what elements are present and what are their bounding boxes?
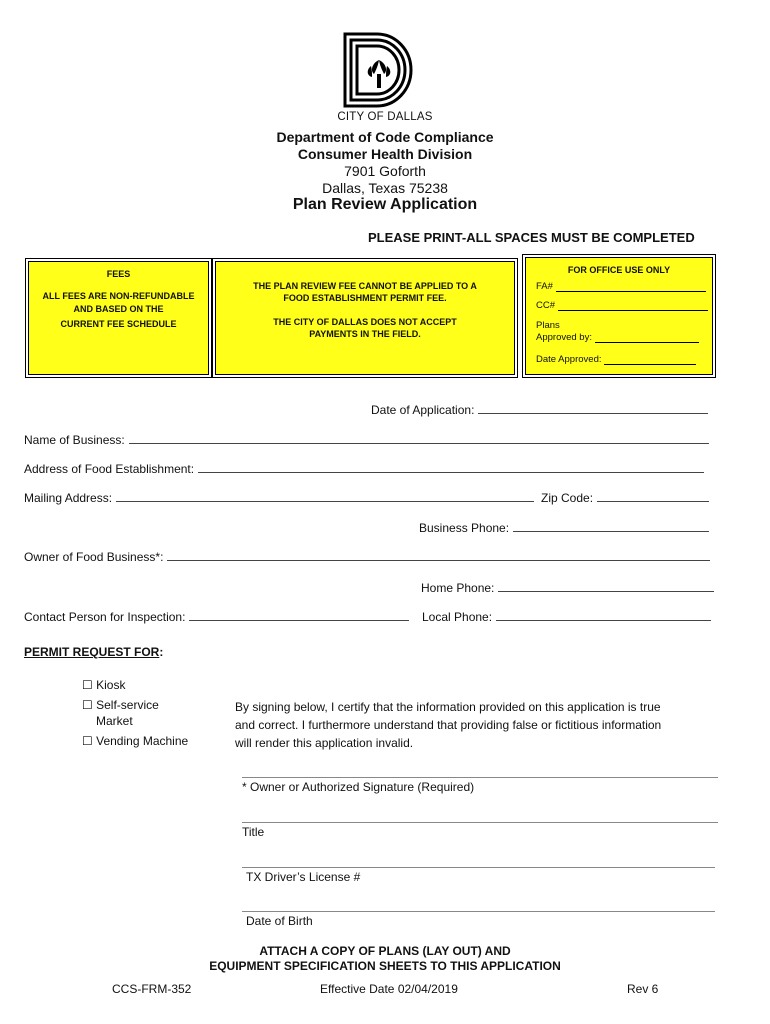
date-of-birth-label: Date of Birth [246, 914, 313, 928]
zip-code-label: Zip Code: [541, 491, 594, 505]
fees-line: ALL FEES ARE NON-REFUNDABLE [42, 291, 195, 301]
signature-label: * Owner or Authorized Signature (Required) [242, 780, 475, 794]
division-name: Consumer Health Division [297, 146, 473, 162]
approved-by-label: Approved by: [536, 332, 592, 343]
fees-line: AND BASED ON THE [73, 304, 164, 314]
local-phone-input[interactable] [496, 609, 711, 621]
checkbox-icon[interactable]: ☐ [82, 734, 93, 748]
attach-instruction: ATTACH A COPY OF PLANS (LAY OUT) AND EQUIPMENT SPECIFICATION SHEETS TO THIS APPLICATION [209, 944, 561, 973]
revision: Rev 6 [627, 982, 659, 996]
cc-label: CC# [536, 300, 556, 311]
fees-line: CURRENT FEE SCHEDULE [60, 319, 177, 329]
signature-line[interactable] [242, 777, 718, 778]
notice-line: THE PLAN REVIEW FEE CANNOT BE APPLIED TO A [253, 281, 477, 291]
business-phone-label: Business Phone: [419, 521, 510, 535]
mailing-address-label: Mailing Address: [24, 491, 113, 505]
option-kiosk[interactable]: ☐ Kiosk [82, 678, 126, 692]
date-of-application-label: Date of Application: [371, 403, 475, 417]
fa-label: FA# [536, 281, 553, 292]
street-address: 7901 Goforth [344, 163, 426, 179]
date-approved-field[interactable] [604, 364, 696, 365]
fees-box [28, 261, 209, 375]
title-label: Title [242, 825, 265, 839]
fa-field[interactable] [556, 291, 706, 292]
contact-person-input[interactable] [189, 609, 409, 621]
permit-request-heading: PERMIT REQUEST FOR: [24, 645, 164, 659]
logo-city-label: CITY OF DALLAS [337, 111, 433, 123]
effective-date: Effective Date 02/04/2019 [320, 982, 458, 996]
form-id: CCS-FRM-352 [112, 982, 192, 996]
fee-notice-box [215, 261, 515, 375]
certification-text: By signing below, I certify that the information provided on this application is true and correct. I furthermore understand that providing false or fictitious information will render this application invalid. [235, 700, 662, 750]
plans-label: Plans [536, 320, 560, 331]
city-address: Dallas, Texas 75238 [322, 180, 448, 196]
office-heading: FOR OFFICE USE ONLY [567, 265, 671, 275]
owner-input[interactable] [167, 549, 710, 561]
date-approved-label: Date Approved: [536, 354, 602, 365]
mailing-address-input[interactable] [116, 490, 534, 502]
zip-code-input[interactable] [597, 490, 709, 502]
food-establishment-address-label: Address of Food Establishment: [24, 462, 195, 476]
office-use-box [525, 257, 713, 375]
option-self-service-market-line2: Market [96, 714, 133, 728]
drivers-license-label: TX Driver’s License # [246, 870, 361, 884]
local-phone-label: Local Phone: [422, 610, 493, 624]
checkbox-icon[interactable]: ☐ [82, 698, 93, 712]
date-of-birth-line[interactable] [242, 911, 715, 912]
home-phone-label: Home Phone: [421, 581, 495, 595]
fees-heading: FEES [106, 269, 131, 279]
drivers-license-line[interactable] [242, 867, 715, 868]
approved-by-field[interactable] [595, 342, 699, 343]
date-of-application-input[interactable] [478, 402, 708, 414]
option-vending-machine[interactable]: ☐ Vending Machine [82, 734, 189, 748]
contact-person-label: Contact Person for Inspection: [24, 610, 186, 624]
owner-label: Owner of Food Business*: [24, 550, 164, 564]
notice-line: THE CITY OF DALLAS DOES NOT ACCEPT [273, 317, 457, 327]
name-of-business-input[interactable] [129, 432, 709, 444]
food-establishment-address-input[interactable] [198, 461, 704, 473]
notice-line: PAYMENTS IN THE FIELD. [309, 329, 421, 339]
checkbox-icon[interactable]: ☐ [82, 678, 93, 692]
title-line[interactable] [242, 822, 718, 823]
notice-line: FOOD ESTABLISHMENT PERMIT FEE. [283, 293, 447, 303]
city-of-dallas-logo [341, 30, 417, 110]
option-self-service-market[interactable]: ☐ Self-service [82, 698, 159, 712]
form-title: Plan Review Application [292, 196, 478, 213]
business-phone-input[interactable] [513, 520, 709, 532]
name-of-business-label: Name of Business: [24, 433, 125, 447]
home-phone-input[interactable] [498, 580, 714, 592]
print-instruction: PLEASE PRINT-ALL SPACES MUST BE COMPLETED [368, 230, 695, 245]
cc-field[interactable] [558, 310, 708, 311]
department-name: Department of Code Compliance [276, 129, 494, 145]
